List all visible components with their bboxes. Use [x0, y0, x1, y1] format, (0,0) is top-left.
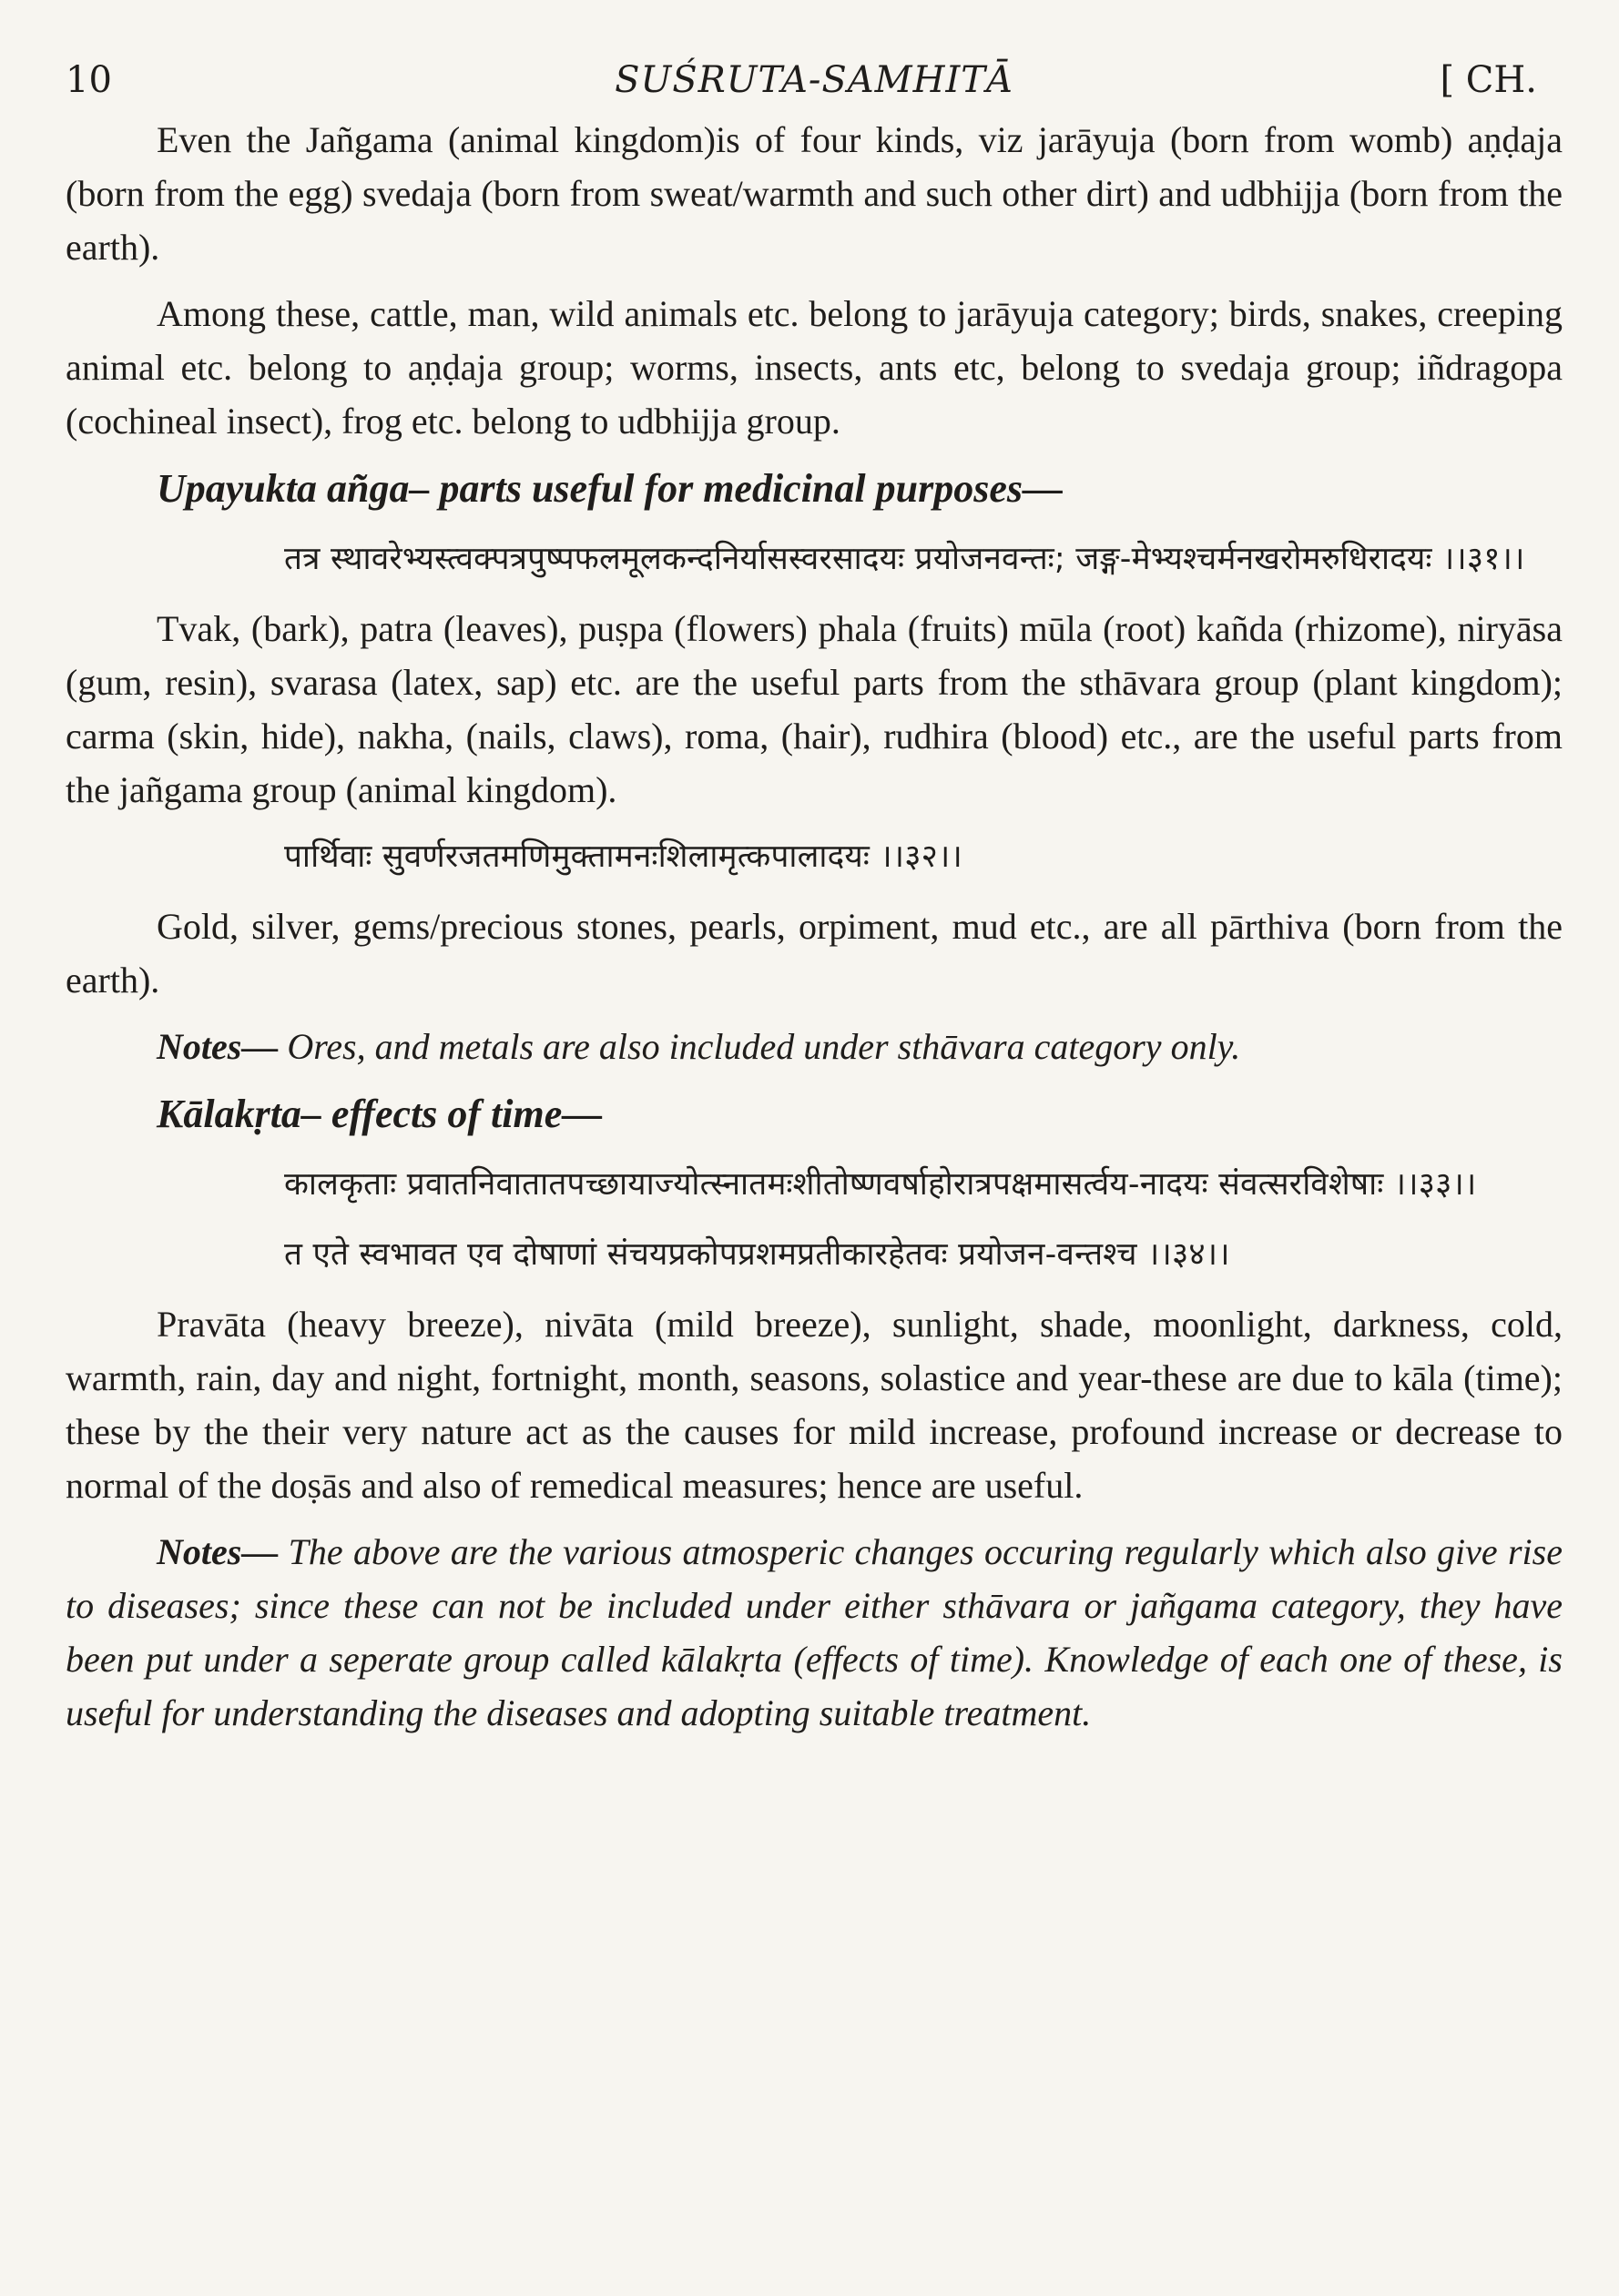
notes-ores-metals — [66, 1020, 1563, 1073]
notes-text: Ores, and metals are also included under sthāvara category only. — [278, 1026, 1241, 1067]
page-number: 10 — [66, 59, 112, 101]
sanskrit-verse-31: तत्र स्थावरेभ्यस्त्वक्पत्रपुष्पफलमूलकन्दनिर्यासस्वरसादयः प्रयोजनवन्तः; जङ्ग-मेभ्यश्चर्मनखरोमरुधिरादयः ।।३१।। — [284, 541, 1525, 577]
paragraph-kala-effects: Pravāta (heavy breeze), nivāta (mild breeze), sunlight, shade, moonlight, darkness, cold, warmth, rain, day and night, fortnight, month, seasons, solastice and year-these are due to kāla (time); these by the their very nature act as the causes for mild increase, profound increase or decrease to normal of the doṣās and also of remedical measures; hence are useful. — [66, 1304, 1563, 1506]
notes-label: Notes— — [157, 1531, 279, 1572]
chapter-mark: [ CH. — [1440, 59, 1537, 101]
notes-atmospheric-changes — [66, 1525, 1563, 1740]
paragraph-jangama-examples: Among these, cattle, man, wild animals etc. belong to jarāyuja category; birds, snakes, creeping animal etc. belong to aṇḍaja group; worms, insects, ants etc, belong to svedaja group; iñdragopa (cochineal insect), frog etc. belong to udbhijja group. — [66, 293, 1563, 442]
sanskrit-verse-32: पार्थिवाः सुवर्णरजतमणिमुक्तामनःशिलामृत्कपालादयः ।।३२।। — [284, 838, 962, 875]
section-heading-upayukta-anga: Upayukta añga– parts useful for medicinal purposes— — [157, 466, 1063, 511]
page-header — [66, 53, 1563, 107]
section-heading-kalakrta: Kālakṛta– effects of time— — [157, 1092, 603, 1136]
sanskrit-verse-34: त एते स्वभावत एव दोषाणां संचयप्रकोपप्रशमप्रतीकारहेतवः प्रयोजन-वन्तश्च ।।३४।। — [284, 1236, 1230, 1273]
paragraph-parthiva: Gold, silver, gems/precious stones, pearls, orpiment, mud etc., are all pārthiva (born from the earth). — [66, 906, 1563, 1001]
running-title: SUŚRUTA-SAMHITĀ — [615, 59, 1013, 101]
page-content — [66, 113, 1563, 1740]
notes-text: The above are the various atmosperic changes occuring regularly which also give rise to diseases; since these can not be included under either sthāvara or jañgama category, they have been put under a seperate group called kālakṛta (effects of time). Knowledge of each one of these, is useful for understanding the diseases and adopting suitable treatment. — [66, 1531, 1563, 1733]
sanskrit-verse-33: कालकृताः प्रवातनिवातातपच्छायाज्योत्स्नातमःशीतोष्णवर्षाहोरात्रपक्षमासर्त्वय-नादयः संवत्सरविशेषाः ।।३३।। — [284, 1166, 1477, 1203]
paragraph-useful-parts: Tvak, (bark), patra (leaves), puṣpa (flowers) phala (fruits) mūla (root) kañda (rhizome), niryāsa (gum, resin), svarasa (latex, sap) etc. are the useful parts from the sthāvara group (plant kingdom); carma (skin, hide), nakha, (nails, claws), roma, (hair), rudhira (blood) etc., are the useful parts from the jañgama group (animal kingdom). — [66, 608, 1563, 810]
notes-label: Notes— — [157, 1026, 279, 1067]
paragraph-jangama-kinds: Even the Jañgama (animal kingdom)is of four kinds, viz jarāyuja (born from womb) aṇḍaja (born from the egg) svedaja (born from sweat/warmth and such other dirt) and udbhijja (born from the earth). — [66, 119, 1563, 268]
